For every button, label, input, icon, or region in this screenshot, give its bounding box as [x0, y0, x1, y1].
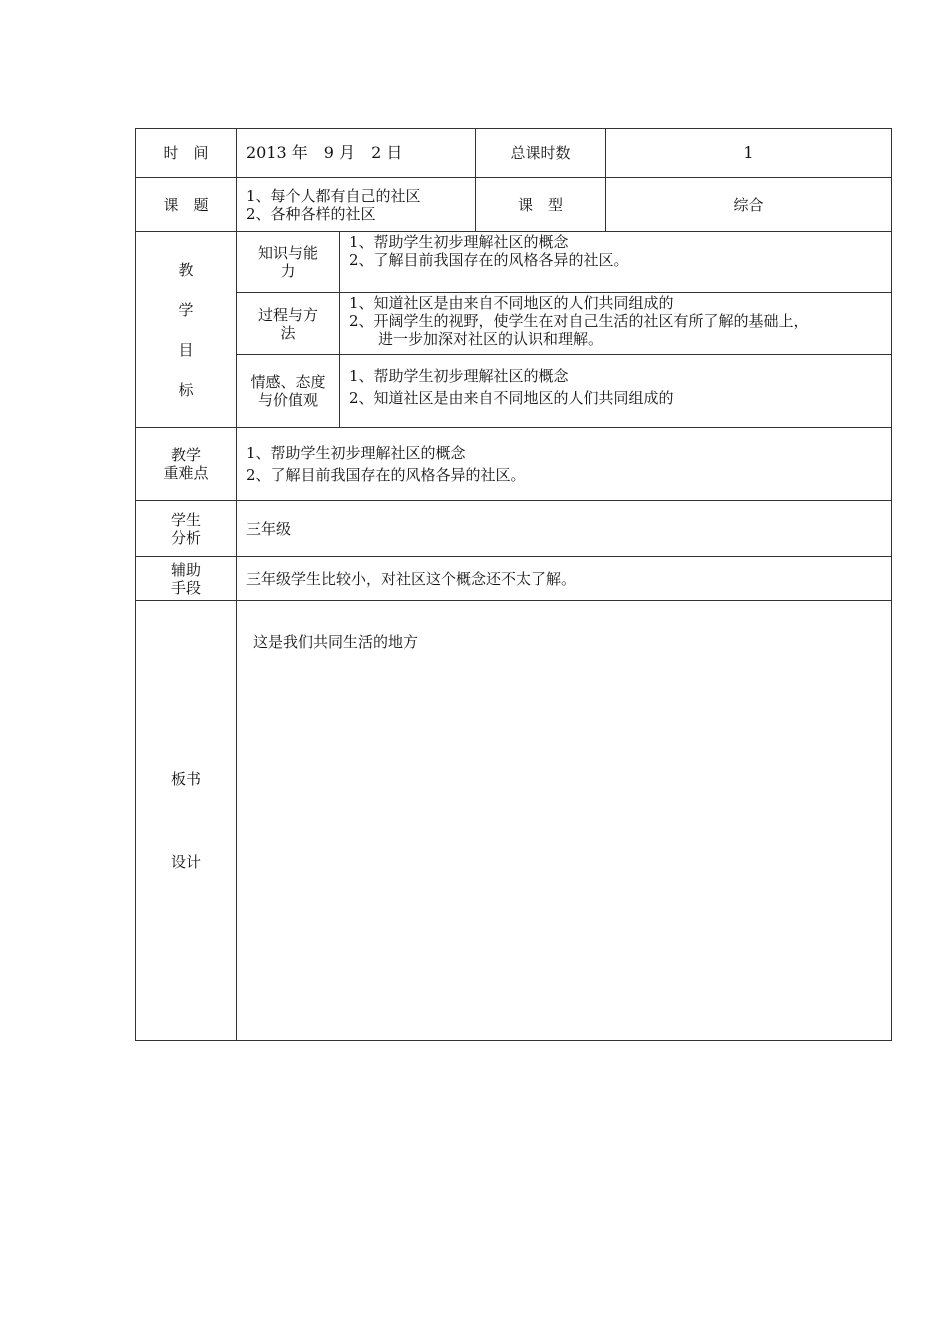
objective-item: 2、开阔学生的视野，使学生在对自己生活的社区有所了解的基础上，: [349, 312, 809, 330]
objective-name-line: 情感、态度: [250, 373, 326, 391]
board-label: [136, 601, 237, 1041]
objective-row: [136, 355, 892, 428]
topic-label: 课 题: [136, 178, 237, 232]
key-point-item: 2、了解目前我国存在的风格各异的社区。: [246, 466, 526, 484]
student-analysis-label: [136, 501, 237, 557]
topic-line: 1、每个人都有自己的社区: [246, 186, 421, 205]
objective-item: 1、帮助学生初步理解社区的概念: [349, 233, 569, 251]
objective-name-line: 过程与方: [257, 305, 318, 324]
objective-items: [340, 355, 892, 428]
objectives-label: [136, 232, 237, 428]
objective-items: [340, 232, 892, 293]
total-hours-value: 1: [606, 129, 892, 178]
objective-name: [237, 293, 340, 355]
type-label: 课 型: [476, 178, 606, 232]
student-analysis-label-line: 学生: [170, 510, 201, 529]
type-value: 综合: [606, 178, 892, 232]
topic-line: 2、各种各样的社区: [246, 204, 376, 223]
objectives-label-char: 目: [178, 340, 194, 359]
objective-name-line: 知识与能: [257, 244, 318, 262]
time-value: 2013 年 9 月 2 日: [237, 129, 476, 178]
objective-item: 1、帮助学生初步理解社区的概念: [349, 367, 569, 385]
key-points-row: [136, 428, 892, 501]
time-label: 时 间: [136, 129, 237, 178]
board-label-top: 板书: [170, 770, 201, 788]
key-points-label-line: 教学: [170, 446, 201, 464]
key-points-items: [237, 428, 892, 501]
lesson-plan-table: [135, 128, 892, 1041]
objective-item: 进一步加深对社区的认识和理解。: [378, 330, 604, 348]
board-label-bottom: 设计: [170, 853, 201, 871]
aids-label-line: 手段: [170, 578, 201, 597]
objective-name-line: 力: [280, 262, 296, 280]
aids-row: [136, 557, 892, 601]
objective-name: [237, 355, 340, 428]
objectives-label-char: 标: [178, 380, 194, 399]
objective-items: [340, 293, 892, 355]
total-hours-label: 总课时数: [476, 129, 606, 178]
board-content: 这是我们共同生活的地方: [237, 601, 892, 1041]
objective-row: [136, 293, 892, 355]
aids-value: 三年级学生比较小，对社区这个概念还不太了解。: [237, 557, 892, 601]
student-analysis-value: 三年级: [237, 501, 892, 557]
key-points-label: [136, 428, 237, 501]
aids-label-line: 辅助: [170, 560, 201, 579]
objective-item: 1、知道社区是由来自不同地区的人们共同组成的: [349, 294, 674, 312]
key-points-label-line: 重难点: [163, 464, 209, 482]
objectives-label-char: 学: [178, 300, 194, 319]
objective-row: [136, 232, 892, 293]
objective-item: 2、了解目前我国存在的风格各异的社区。: [349, 251, 629, 269]
aids-label: [136, 557, 237, 601]
time-row: [136, 129, 892, 178]
topic-row: [136, 178, 892, 232]
topic-lines: [237, 178, 476, 232]
objectives-label-char: 教: [178, 260, 194, 279]
objective-item: 2、知道社区是由来自不同地区的人们共同组成的: [349, 389, 674, 407]
objective-name-line: 与价值观: [257, 391, 318, 409]
key-point-item: 1、帮助学生初步理解社区的概念: [246, 444, 466, 462]
objective-name-line: 法: [280, 323, 296, 342]
board-row: [136, 601, 892, 1041]
student-analysis-row: [136, 501, 892, 557]
objective-name: [237, 232, 340, 293]
student-analysis-label-line: 分析: [170, 528, 201, 547]
